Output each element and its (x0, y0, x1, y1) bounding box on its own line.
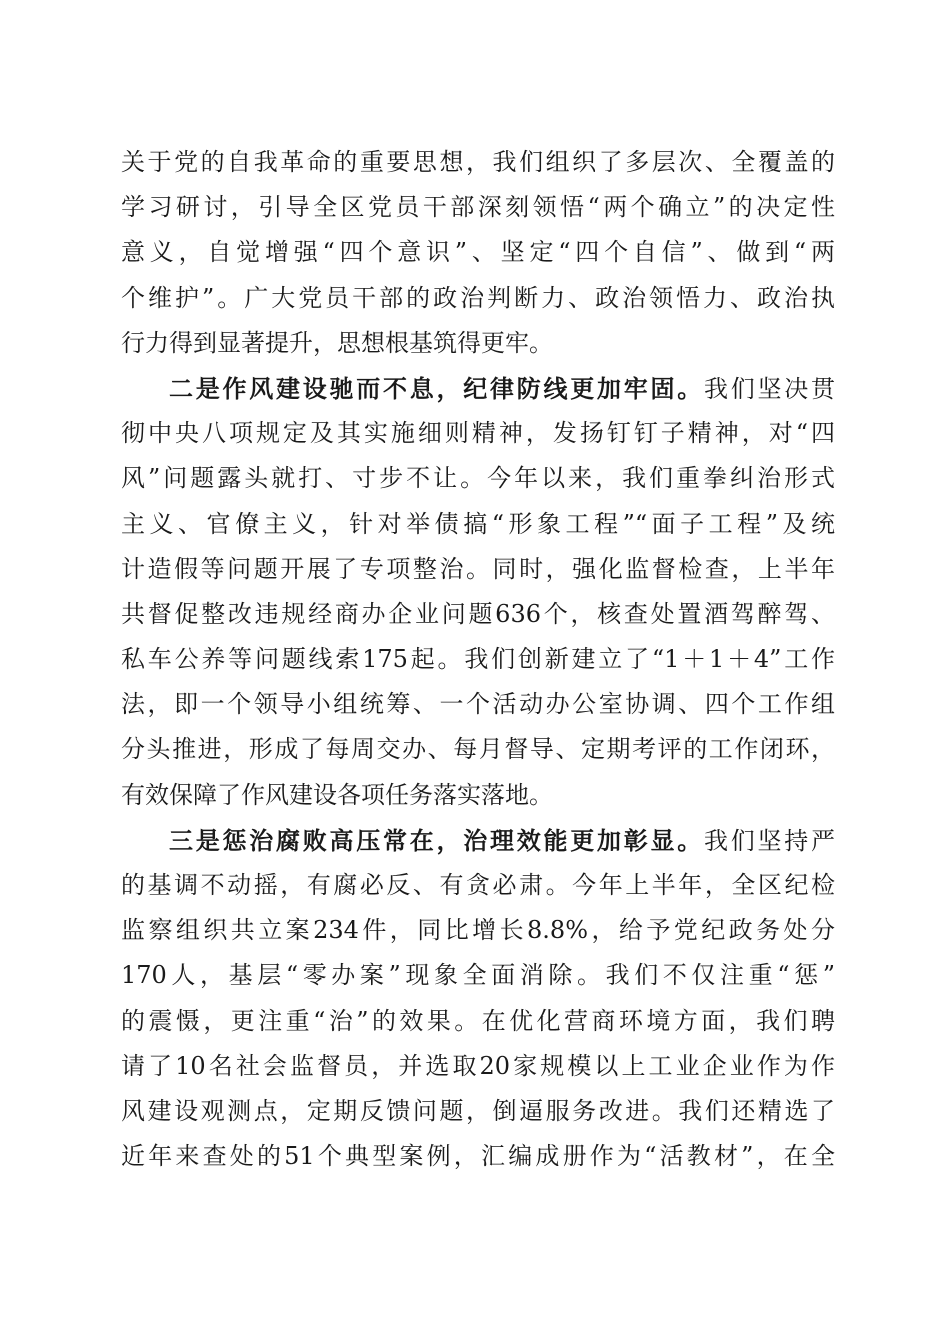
section-heading: 二是作风建设驰而不息，纪律防线更加牢固。 (169, 373, 704, 403)
text-line: 行力得到显著提升，思想根基筑得更牢。 (121, 328, 553, 357)
text-line: 共督促整改违规经商办企业问题636个，核查处置酒驾醉驾、 (121, 599, 835, 628)
section-heading-line (121, 366, 835, 411)
text-run: 我们坚持严 (704, 826, 835, 855)
section-heading-line (121, 818, 835, 863)
text-line: 彻中央八项规定及其实施细则精神，发扬钉钉子精神，对“四 (121, 419, 835, 448)
text-line: 分头推进，形成了每周交办、每月督导、定期考评的工作闭环， (121, 735, 835, 764)
text-line: 的震慑，更注重“治”的效果。在优化营商环境方面，我们聘 (121, 1006, 835, 1035)
text-line: 有效保障了作风建设各项任务落实落地。 (121, 780, 553, 809)
text-line: 的基调不动摇，有腐必反、有贪必肃。今年上半年，全区纪检 (121, 871, 835, 899)
text-line: 个维护”。广大党员干部的政治判断力、政治领悟力、政治执 (121, 283, 835, 312)
text-line: 意义，自觉增强“四个意识”、坚定“四个自信”、做到“两 (121, 238, 835, 267)
text-line: 法，即一个领导小组统筹、一个活动办公室协调、四个工作组 (121, 690, 835, 719)
text-line: 主义、官僚主义，针对举债搞“形象工程”“面子工程”及统 (121, 509, 835, 538)
text-line: 近年来查处的51个典型案例，汇编成册作为“活教材”，在全 (121, 1142, 835, 1171)
section-heading: 三是惩治腐败高压常在，治理效能更加彰显。 (169, 825, 704, 855)
body-text (121, 140, 835, 1179)
text-line: 风建设观测点，定期反馈问题，倒逼服务改进。我们还精选了 (121, 1096, 835, 1125)
text-run: 我们坚决贯 (704, 374, 835, 403)
text-line: 请了10名社会监督员，并选取20家规模以上工业企业作为作 (121, 1051, 835, 1080)
text-line: 计造假等问题开展了专项整治。同时，强化监督检查，上半年 (121, 554, 835, 583)
text-line: 学习研讨，引导全区党员干部深刻领悟“两个确立”的决定性 (121, 193, 835, 222)
text-line: 风”问题露头就打、寸步不让。今年以来，我们重拳纠治形式 (121, 464, 835, 493)
text-line: 监察组织共立案234件，同比增长8.8%，给予党纪政务处分 (121, 916, 835, 945)
text-line: 170人，基层“零办案”现象全面消除。我们不仅注重“惩” (121, 961, 835, 990)
text-line: 关于党的自我革命的重要思想，我们组织了多层次、全覆盖的 (121, 148, 835, 176)
text-line: 私车公养等问题线索175起。我们创新建立了“1＋1＋4”工作 (121, 645, 835, 674)
